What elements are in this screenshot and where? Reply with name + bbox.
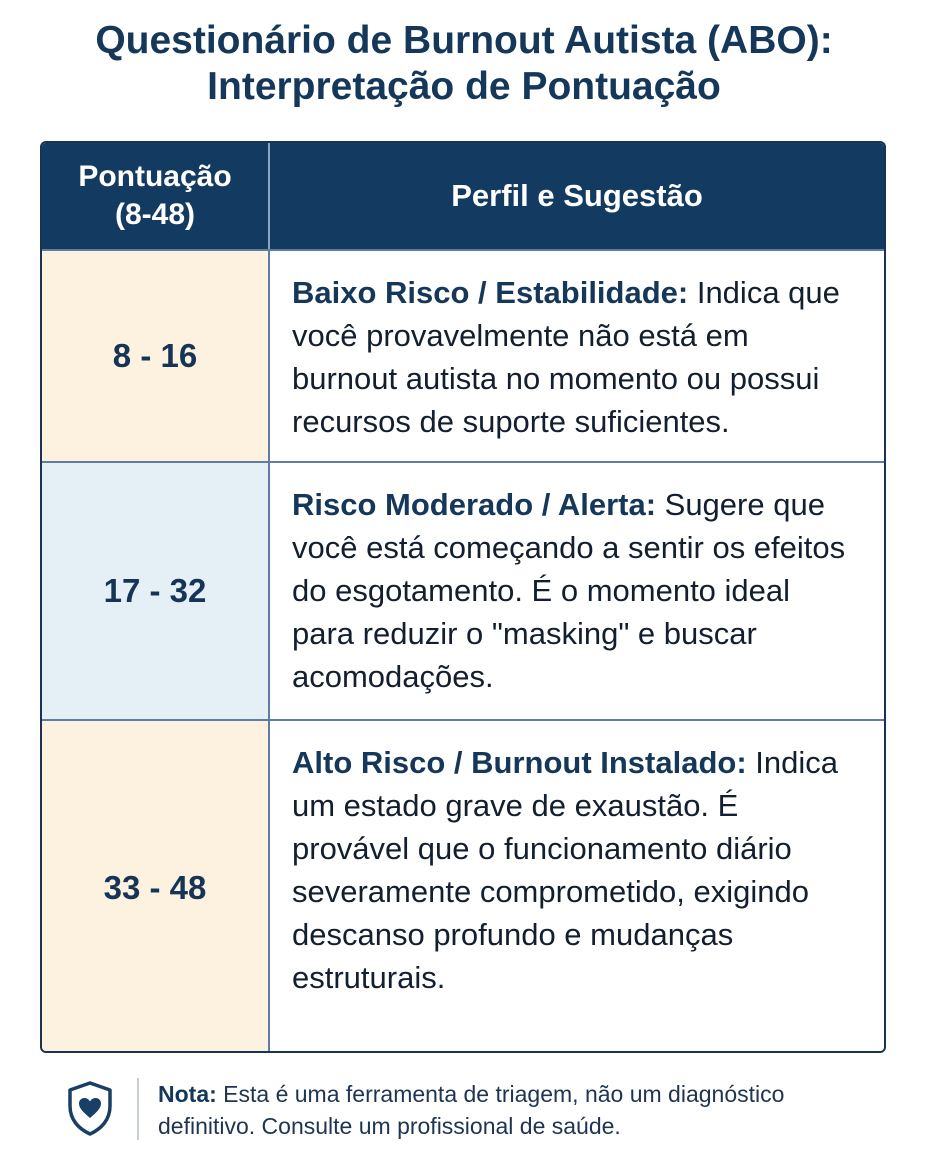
- score-column-header: [42, 143, 270, 249]
- note-label: Nota:: [158, 1081, 217, 1107]
- profile-description: Sugere que você está começando a sentir os efeitos do esgotamento. É o momento ideal para reduzir o "masking" e buscar acomodações.: [292, 487, 846, 694]
- score-range-cell: 17 - 32: [42, 463, 270, 719]
- score-interpretation-table: [40, 141, 886, 1053]
- profile-cell: [270, 721, 884, 1053]
- profile-description: Indica um estado grave de exaustão. É provável que o funcionamento diário severamente comprometido, exigindo descanso profundo e mudanças estruturais.: [292, 745, 839, 995]
- page-title: [0, 18, 928, 110]
- table-row: [42, 249, 884, 461]
- profile-column-header-label: Perfil e Sugestão: [451, 178, 703, 213]
- profile-label: Alto Risco / Burnout Instalado:: [292, 745, 747, 780]
- disclaimer-text: [158, 1078, 858, 1142]
- title-line-1: Questionário de Burnout Autista (ABO):: [95, 19, 833, 62]
- score-range-cell: 8 - 16: [42, 251, 270, 461]
- footer-divider: [137, 1078, 139, 1140]
- profile-description: Indica que você provavelmente não está em burnout autista no momento ou possui recursos de suporte suficientes.: [292, 275, 840, 439]
- profile-cell: [270, 463, 884, 719]
- score-range-cell: 33 - 48: [42, 721, 270, 1053]
- profile-label: Risco Moderado / Alerta:: [292, 487, 657, 522]
- table-row: [42, 461, 884, 719]
- profile-column-header: [270, 143, 884, 249]
- table-header: [42, 143, 884, 249]
- note-body: Esta é uma ferramenta de triagem, não um diagnóstico definitivo. Consulte um profissional de saúde.: [158, 1081, 785, 1139]
- shield-heart-icon: [66, 1080, 114, 1136]
- title-line-2: Interpretação de Pontuação: [207, 65, 721, 108]
- table-row: [42, 719, 884, 1053]
- footer-note: [0, 1072, 928, 1144]
- profile-label: Baixo Risco / Estabilidade:: [292, 275, 689, 310]
- profile-cell: [270, 251, 884, 461]
- score-column-header-label: Pontuação (8-48): [78, 160, 232, 231]
